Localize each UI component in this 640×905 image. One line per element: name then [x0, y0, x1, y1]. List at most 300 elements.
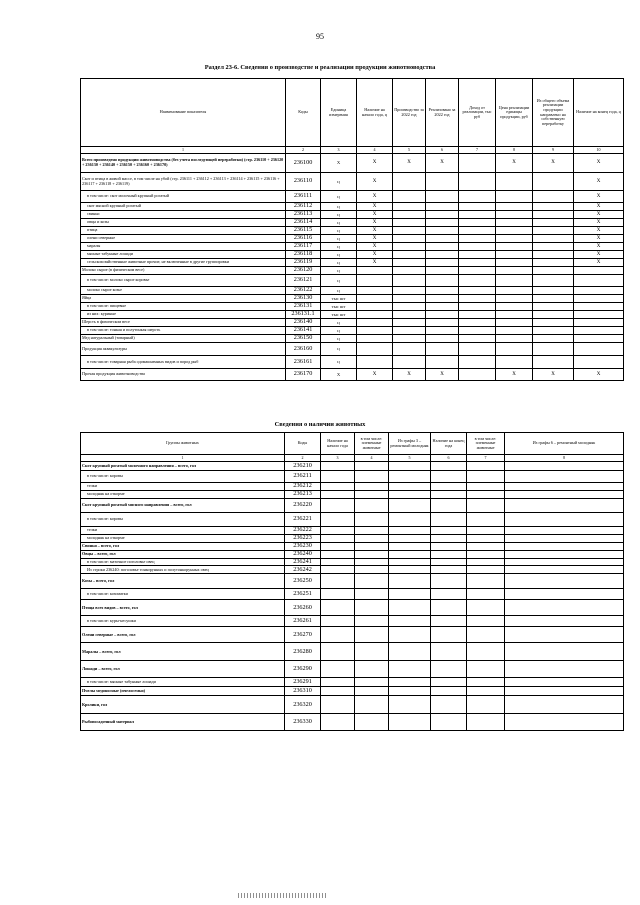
row-code: 236250: [285, 574, 321, 589]
value-cell: [505, 490, 624, 498]
livestock-table: [80, 432, 624, 731]
table-row: [81, 303, 624, 311]
value-cell: [393, 203, 426, 211]
table-row: [81, 643, 624, 661]
value-cell: [389, 512, 431, 526]
row-name: в том числе: молоко сырое коровье: [81, 275, 286, 287]
value-cell: [533, 227, 574, 235]
table-row: [81, 327, 624, 335]
row-name: Овцы – всего, гол: [81, 550, 285, 558]
value-cell: [431, 498, 467, 512]
table-row: [81, 311, 624, 319]
value-cell: [357, 303, 393, 311]
header-stock-end: Наличие на конец года, ц: [574, 79, 624, 147]
value-cell: [426, 335, 459, 343]
table-row: [81, 574, 624, 589]
value-cell: X: [574, 203, 624, 211]
row-name: молодняк на откорме: [81, 534, 285, 542]
row-code: 236110: [286, 173, 321, 191]
table-row: [81, 369, 624, 381]
value-cell: [431, 589, 467, 600]
value-cell: [533, 303, 574, 311]
value-cell: [393, 173, 426, 191]
value-cell: [393, 211, 426, 219]
value-cell: [357, 275, 393, 287]
value-cell: [431, 558, 467, 566]
value-cell: X: [533, 154, 574, 173]
value-cell: [321, 627, 355, 643]
row-unit: ц: [321, 335, 357, 343]
row-code: 236114: [286, 219, 321, 227]
value-cell: [393, 227, 426, 235]
value-cell: [496, 173, 533, 191]
row-code: 236116: [286, 235, 321, 243]
value-cell: [533, 287, 574, 295]
value-cell: [533, 343, 574, 356]
value-cell: [355, 627, 389, 643]
value-cell: [505, 687, 624, 696]
value-cell: [459, 356, 496, 369]
header-breeding-start: в том числе: племенные животные: [355, 433, 389, 455]
value-cell: [426, 327, 459, 335]
value-cell: [431, 471, 467, 483]
value-cell: [431, 627, 467, 643]
column-number: 1: [81, 455, 285, 462]
value-cell: [505, 696, 624, 714]
value-cell: [355, 462, 389, 471]
column-number: 8: [505, 455, 624, 462]
value-cell: X: [426, 369, 459, 381]
value-cell: [389, 627, 431, 643]
header-breeding-end: в том числе: племенные животные: [467, 433, 505, 455]
table-row: [81, 589, 624, 600]
value-cell: [459, 267, 496, 275]
row-name: Птица всех видов – всего, гол: [81, 600, 285, 616]
value-cell: [505, 589, 624, 600]
column-number: 2: [285, 455, 321, 462]
value-cell: [505, 462, 624, 471]
value-cell: [355, 687, 389, 696]
value-cell: [459, 227, 496, 235]
value-cell: [321, 714, 355, 731]
value-cell: [459, 259, 496, 267]
value-cell: [355, 550, 389, 558]
value-cell: [355, 490, 389, 498]
value-cell: [321, 550, 355, 558]
value-cell: [505, 600, 624, 616]
row-name: Скот и птица в живой массе, в том числе на убой (стр. 236111 + 236112 + 236113 + 236114 + 236115 + 236116 + 236117 + 236118 + 236119): [81, 173, 286, 191]
row-unit: ц: [321, 327, 357, 335]
row-unit: ц: [321, 211, 357, 219]
value-cell: [505, 643, 624, 661]
page-number: 95: [316, 32, 324, 41]
value-cell: [321, 566, 355, 574]
value-cell: [505, 566, 624, 574]
value-cell: [574, 319, 624, 327]
value-cell: [389, 574, 431, 589]
row-code: 236270: [285, 627, 321, 643]
production-table: [80, 78, 624, 381]
value-cell: [496, 259, 533, 267]
value-cell: X: [496, 154, 533, 173]
table-row: [81, 275, 624, 287]
row-unit: ц: [321, 191, 357, 203]
table-row: [81, 616, 624, 627]
value-cell: [426, 235, 459, 243]
value-cell: [389, 490, 431, 498]
value-cell: [574, 311, 624, 319]
row-name: Пчелы медоносные (пчелосемьи): [81, 687, 285, 696]
header-codes: Коды: [286, 79, 321, 147]
value-cell: [459, 235, 496, 243]
value-cell: X: [357, 211, 393, 219]
value-cell: [467, 661, 505, 678]
row-code: 236117: [286, 243, 321, 251]
value-cell: [426, 343, 459, 356]
value-cell: [459, 219, 496, 227]
table-row: [81, 154, 624, 173]
table-row: [81, 714, 624, 731]
row-unit: тыс шт: [321, 311, 357, 319]
row-code: 236160: [286, 343, 321, 356]
value-cell: [426, 287, 459, 295]
value-cell: [533, 219, 574, 227]
row-name: Кролики, гол: [81, 696, 285, 714]
value-cell: [357, 287, 393, 295]
value-cell: [357, 311, 393, 319]
value-cell: [426, 275, 459, 287]
row-code: 236210: [285, 462, 321, 471]
value-cell: [389, 526, 431, 534]
value-cell: [505, 661, 624, 678]
table-row: [81, 490, 624, 498]
row-unit: тыс шт: [321, 303, 357, 311]
value-cell: [355, 471, 389, 483]
table-row: [81, 343, 624, 356]
value-cell: [393, 235, 426, 243]
row-unit: ц: [321, 343, 357, 356]
value-cell: [459, 154, 496, 173]
value-cell: [431, 714, 467, 731]
row-name: в том числе: пищевые: [81, 303, 286, 311]
value-cell: [431, 600, 467, 616]
column-number: 5: [393, 147, 426, 154]
value-cell: [505, 627, 624, 643]
row-name: Козы – всего, гол: [81, 574, 285, 589]
table-row: [81, 319, 624, 327]
table-row: [81, 661, 624, 678]
value-cell: [355, 661, 389, 678]
value-cell: X: [574, 227, 624, 235]
value-cell: [459, 343, 496, 356]
value-cell: X: [426, 154, 459, 173]
table-row: [81, 191, 624, 203]
value-cell: [467, 526, 505, 534]
value-cell: [393, 327, 426, 335]
value-cell: [467, 574, 505, 589]
value-cell: [426, 303, 459, 311]
header-income: Доход от реализации, тыс руб: [459, 79, 496, 147]
value-cell: [467, 714, 505, 731]
value-cell: [467, 490, 505, 498]
value-cell: [467, 542, 505, 550]
table-row: [81, 600, 624, 616]
table-row: [81, 173, 624, 191]
value-cell: [389, 534, 431, 542]
value-cell: [389, 643, 431, 661]
value-cell: [426, 319, 459, 327]
table-row: [81, 287, 624, 295]
header-processing: Из общего объема реализации продукции направлено на собственную переработку: [533, 79, 574, 147]
value-cell: [496, 275, 533, 287]
value-cell: [321, 490, 355, 498]
row-name: Из строки 236240: поголовье тонкорунных и полутонкорунных овец: [81, 566, 285, 574]
value-cell: [355, 558, 389, 566]
value-cell: [496, 191, 533, 203]
value-cell: [355, 589, 389, 600]
value-cell: [431, 462, 467, 471]
row-unit: ц: [321, 259, 357, 267]
value-cell: [574, 327, 624, 335]
value-cell: [533, 311, 574, 319]
value-cell: [389, 471, 431, 483]
table-row: [81, 235, 624, 243]
row-name: телки: [81, 526, 285, 534]
row-code: 236170: [286, 369, 321, 381]
value-cell: [389, 600, 431, 616]
value-cell: [321, 471, 355, 483]
row-name: в том числе: мясные табунные лошади: [81, 678, 285, 687]
value-cell: [505, 558, 624, 566]
value-cell: [355, 566, 389, 574]
value-cell: [533, 267, 574, 275]
column-number: 10: [574, 147, 624, 154]
row-name: мясные табунные лошади: [81, 251, 286, 259]
row-code: 236131.1: [286, 311, 321, 319]
table-row: [81, 558, 624, 566]
value-cell: [431, 574, 467, 589]
value-cell: [533, 211, 574, 219]
column-number: 7: [459, 147, 496, 154]
value-cell: X: [393, 369, 426, 381]
row-code: 236120: [286, 267, 321, 275]
value-cell: [459, 311, 496, 319]
value-cell: [574, 275, 624, 287]
table-row: [81, 678, 624, 687]
value-cell: [431, 483, 467, 491]
value-cell: [459, 319, 496, 327]
value-cell: [321, 534, 355, 542]
scan-marks: [238, 893, 328, 898]
value-cell: X: [357, 227, 393, 235]
row-name: Прочая продукция животноводства: [81, 369, 286, 381]
value-cell: [321, 542, 355, 550]
value-cell: [496, 356, 533, 369]
row-code: 236161: [286, 356, 321, 369]
value-cell: [426, 267, 459, 275]
value-cell: X: [574, 154, 624, 173]
value-cell: [357, 356, 393, 369]
value-cell: [355, 643, 389, 661]
row-name: в том числе: тонкая и полутонкая шерсть: [81, 327, 286, 335]
row-name: в том числе: маточное поголовье овец: [81, 558, 285, 566]
row-unit: ц: [321, 203, 357, 211]
row-name: свиньи: [81, 211, 286, 219]
value-cell: X: [574, 243, 624, 251]
column-number: 5: [389, 455, 431, 462]
row-code: 236141: [286, 327, 321, 335]
row-code: 236213: [285, 490, 321, 498]
table-row: [81, 203, 624, 211]
row-unit: X: [321, 154, 357, 173]
row-name: овцы и козы: [81, 219, 286, 227]
value-cell: [496, 335, 533, 343]
value-cell: [505, 574, 624, 589]
value-cell: [357, 319, 393, 327]
row-code: 236280: [285, 643, 321, 661]
table-row: [81, 512, 624, 526]
value-cell: [393, 191, 426, 203]
header-animal-groups: Группы животных: [81, 433, 285, 455]
value-cell: [533, 235, 574, 243]
row-name: молодняк на откорме: [81, 490, 285, 498]
header-unit-price: Цена реализации единицы продукции, руб: [496, 79, 533, 147]
value-cell: [321, 600, 355, 616]
value-cell: [389, 696, 431, 714]
row-name: в том числе: козоматки: [81, 589, 285, 600]
header-stock-end: Наличие на конец года: [431, 433, 467, 455]
header-codes: Коды: [285, 433, 321, 455]
value-cell: [505, 512, 624, 526]
value-cell: [355, 714, 389, 731]
row-name: скот мясной крупный рогатый: [81, 203, 286, 211]
value-cell: [389, 550, 431, 558]
value-cell: [426, 203, 459, 211]
value-cell: [467, 558, 505, 566]
value-cell: X: [574, 219, 624, 227]
value-cell: [321, 696, 355, 714]
column-number: 8: [496, 147, 533, 154]
value-cell: [393, 311, 426, 319]
row-unit: ц: [321, 356, 357, 369]
table-row: [81, 211, 624, 219]
value-cell: X: [357, 154, 393, 173]
value-cell: [459, 173, 496, 191]
table-row: [81, 542, 624, 550]
row-name: в том числе: коровы: [81, 512, 285, 526]
column-number: 4: [355, 455, 389, 462]
value-cell: [533, 203, 574, 211]
value-cell: [355, 526, 389, 534]
value-cell: [393, 343, 426, 356]
value-cell: [496, 311, 533, 319]
table-row: [81, 462, 624, 471]
value-cell: [389, 542, 431, 550]
value-cell: [431, 678, 467, 687]
value-cell: [321, 526, 355, 534]
value-cell: [357, 295, 393, 303]
value-cell: [467, 498, 505, 512]
row-code: 236260: [285, 600, 321, 616]
value-cell: [459, 295, 496, 303]
value-cell: [496, 219, 533, 227]
row-name: Скот крупный рогатый молочного направления – всего, гол: [81, 462, 285, 471]
value-cell: [533, 356, 574, 369]
value-cell: [574, 287, 624, 295]
value-cell: [505, 483, 624, 491]
row-code: 236115: [286, 227, 321, 235]
column-numbers-row: [81, 455, 624, 462]
value-cell: [321, 483, 355, 491]
value-cell: [459, 335, 496, 343]
row-name: в том числе: коровы: [81, 471, 285, 483]
value-cell: [574, 335, 624, 343]
value-cell: [393, 219, 426, 227]
value-cell: [496, 327, 533, 335]
value-cell: [321, 589, 355, 600]
value-cell: [426, 173, 459, 191]
value-cell: [496, 235, 533, 243]
table-row: [81, 627, 624, 643]
value-cell: [357, 335, 393, 343]
value-cell: [467, 589, 505, 600]
value-cell: [505, 550, 624, 558]
value-cell: [505, 526, 624, 534]
row-code: 236223: [285, 534, 321, 542]
row-name: птица: [81, 227, 286, 235]
row-code: 236242: [285, 566, 321, 574]
value-cell: [355, 542, 389, 550]
value-cell: [393, 275, 426, 287]
value-cell: [355, 616, 389, 627]
value-cell: [426, 295, 459, 303]
row-name: Яйца: [81, 295, 286, 303]
value-cell: [393, 295, 426, 303]
row-name: Продукция аквакультуры: [81, 343, 286, 356]
value-cell: [505, 498, 624, 512]
value-cell: [533, 275, 574, 287]
table-row: [81, 696, 624, 714]
value-cell: [533, 259, 574, 267]
value-cell: [389, 498, 431, 512]
value-cell: [357, 327, 393, 335]
value-cell: [496, 287, 533, 295]
row-code: 236119: [286, 259, 321, 267]
value-cell: [389, 687, 431, 696]
row-code: 236230: [285, 542, 321, 550]
value-cell: X: [574, 235, 624, 243]
value-cell: [431, 490, 467, 498]
value-cell: [459, 243, 496, 251]
value-cell: [431, 696, 467, 714]
table-row: [81, 267, 624, 275]
row-code: 236290: [285, 661, 321, 678]
column-number: 3: [321, 455, 355, 462]
value-cell: [355, 600, 389, 616]
value-cell: [431, 566, 467, 574]
value-cell: [467, 462, 505, 471]
value-cell: [533, 319, 574, 327]
value-cell: [574, 343, 624, 356]
value-cell: X: [393, 154, 426, 173]
row-code: 236212: [285, 483, 321, 491]
row-name: сельскохозяйственные животные прочие, не включенные в другие группировки: [81, 259, 286, 267]
value-cell: [467, 687, 505, 696]
value-cell: [467, 696, 505, 714]
value-cell: X: [574, 259, 624, 267]
value-cell: [467, 483, 505, 491]
value-cell: [426, 243, 459, 251]
